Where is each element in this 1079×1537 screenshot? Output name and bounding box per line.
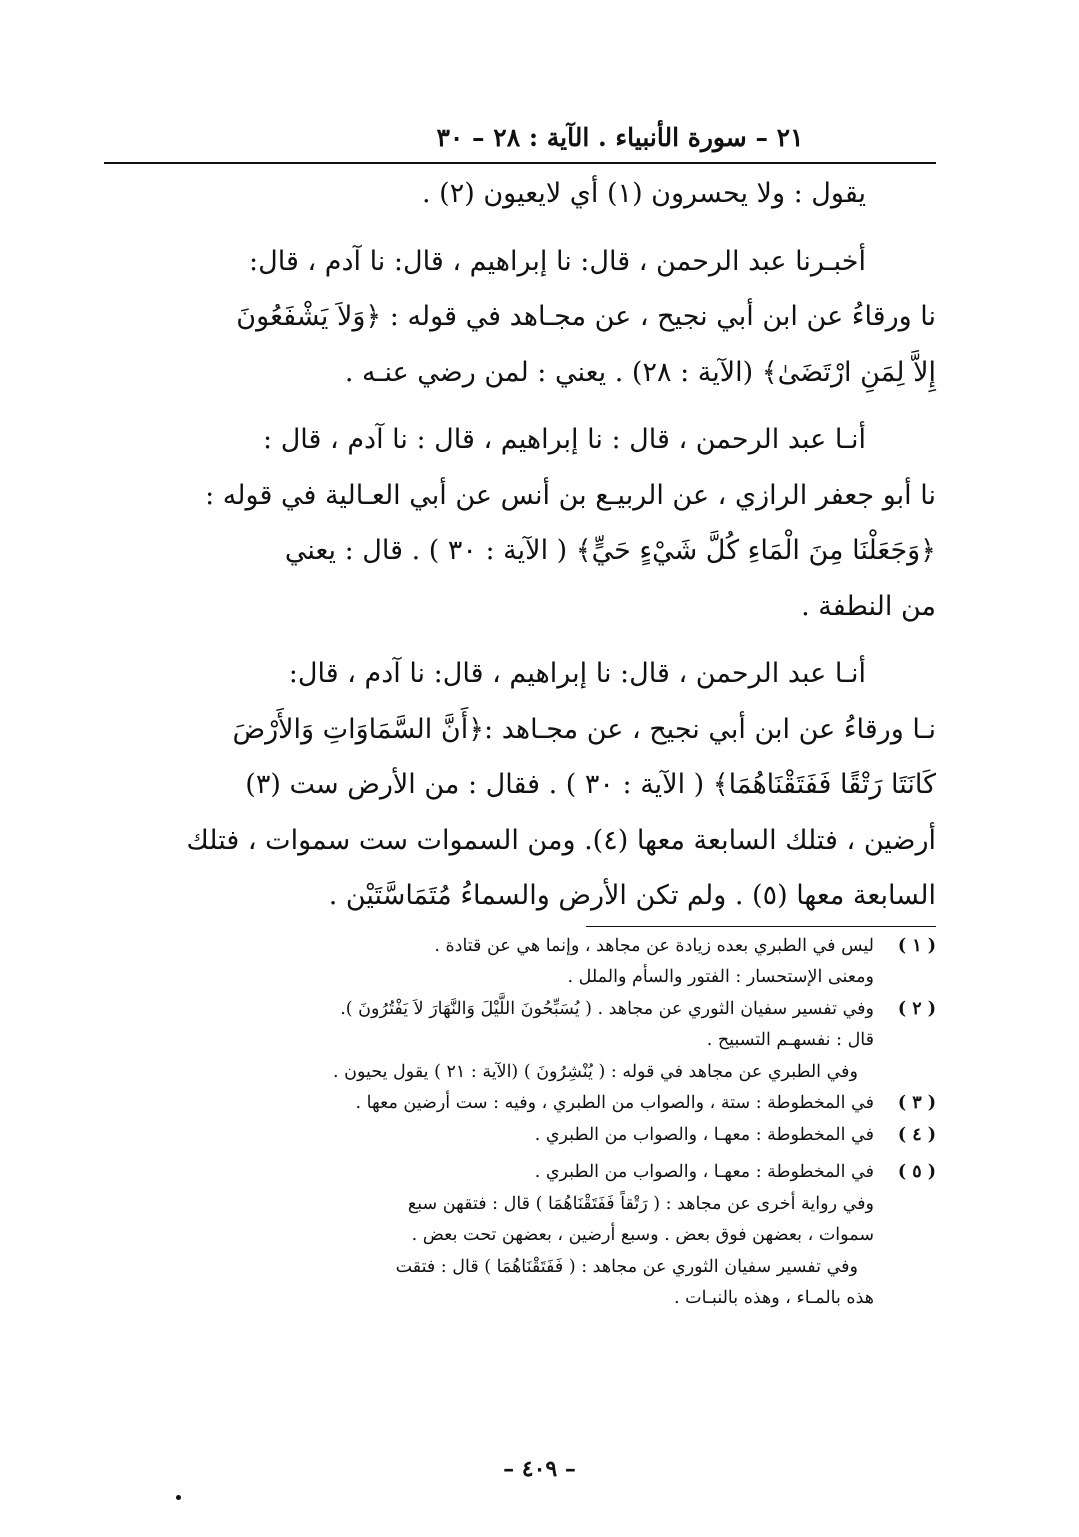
paragraph-2 bbox=[104, 234, 936, 401]
text-line: أنـا عبد الرحمن ، قال: نا إبراهيم ، قال: نا آدم ، قال: bbox=[288, 658, 866, 689]
text-line: نا أبو جعفر الرازي ، عن الربيـع بن أنس عن أبي العـالية في قوله : bbox=[205, 479, 936, 511]
footnote-line: ومعنى الإستحسار : الفتور والسأم والملل . bbox=[567, 967, 874, 987]
text-line: كَانَتَا رَتْقًا فَفَتَقْنَاهُمَا﴾ ( الآية : ٣٠ ) . فقال : من الأرض ست (٣) bbox=[245, 769, 936, 800]
text-line: أنـا عبد الرحمن ، قال : نا إبراهيم ، قال : نا آدم ، قال : bbox=[263, 424, 866, 455]
footnote-4 bbox=[104, 1120, 936, 1152]
footnote-3 bbox=[104, 1088, 936, 1120]
footnote-2 bbox=[104, 994, 936, 1089]
footnote-number: ( ٤ ) bbox=[897, 1124, 936, 1145]
page-number: – ٤٠٩ – bbox=[503, 1456, 576, 1482]
text-line: أخبـرنا عبد الرحمن ، قال: نا إبراهيم ، قال: نا آدم ، قال: bbox=[249, 245, 866, 277]
text-line: السابعة معها (٥) . ولم تكن الأرض والسماءُ مُتَمَاسَّتَيْن . bbox=[328, 880, 936, 911]
main-text bbox=[104, 166, 936, 924]
footnote-line: وفي تفسير سفيان الثوري عن مجاهد . ( يُسَبِّحُونَ اللَّيْلَ وَالنَّهَارَ لاَ يَفْتُرُونَ ). bbox=[340, 998, 874, 1019]
paragraph-1: يقول : ولا يحسرون (١) أي لايعيون (٢) . bbox=[422, 178, 866, 209]
running-header: ٢١ – سورة الأنبياء . الآية : ٢٨ – ٣٠ bbox=[436, 123, 804, 152]
text-line: نـا ورقاءُ عن ابن أبي نجيح ، عن مجـاهد :﴿أَنَّ السَّمَاوَاتِ وَالأَرْضَ bbox=[232, 713, 936, 745]
footnote-rule bbox=[586, 926, 936, 927]
footnote-line: وفي رواية أخرى عن مجاهد : ( رَتْقاً فَفَتَقْنَاهُمَا ) قال : فتقهن سبع bbox=[407, 1193, 874, 1214]
footnote-line: قال : نفسهـم التسبيح . bbox=[706, 1030, 874, 1050]
footnote-line: هذه بالمـاء ، وهذه بالنبـات . bbox=[673, 1288, 874, 1308]
footnote-line: سموات ، بعضهن فوق بعض . وسبع أرضين ، بعضهن تحت بعض . bbox=[411, 1225, 874, 1245]
footnote-line: في المخطوطة : معهـا ، والصواب من الطبري . bbox=[534, 1162, 874, 1182]
text-line: نا ورقاءُ عن ابن أبي نجيح ، عن مجـاهد في قوله : ﴿وَلاَ يَشْفَعُونَ bbox=[236, 301, 936, 332]
paragraph-3 bbox=[104, 412, 936, 634]
text-line: إِلاَّ لِمَنِ ارْتَضَىٰ﴾ (الآية : ٢٨) . يعني : لمن رضي عنـه . bbox=[344, 356, 936, 388]
footnotes bbox=[104, 931, 936, 1315]
text-line: أرضين ، فتلك السابعة معها (٤). ومن السموات ست سموات ، فتلك bbox=[186, 824, 936, 856]
header-rule bbox=[104, 162, 936, 164]
footnote-line: ليس في الطبري بعده زيادة عن مجاهد ، وإنما هي عن قتادة . bbox=[434, 935, 874, 956]
paragraph-4 bbox=[104, 646, 936, 924]
page-content bbox=[104, 118, 936, 1315]
footnote-1 bbox=[104, 931, 936, 994]
ink-dot bbox=[176, 1495, 181, 1500]
footnote-number: ( ٢ ) bbox=[897, 998, 936, 1019]
footnote-line: في المخطوطة : معهـا ، والصواب من الطبري . bbox=[534, 1124, 874, 1145]
footnote-line: وفي الطبري عن مجاهد في قوله : ( يُنْشِرُونَ ) (الآية : ٢١ ) يقول يحيون . bbox=[333, 1061, 858, 1082]
text-line: من النطفة . bbox=[801, 590, 936, 622]
footnote-line: وفي تفسير سفيان الثوري عن مجاهد : ( فَفَتَقْنَاهُمَا ) قال : فتقت bbox=[395, 1256, 858, 1277]
footnote-5-continuation bbox=[104, 1189, 936, 1315]
footnote-number: ( ١ ) bbox=[897, 935, 936, 956]
footnote-line: في المخطوطة : ستة ، والصواب من الطبري ، وفيه : ست أرضين معها . bbox=[355, 1093, 874, 1113]
footnote-number: ( ٥ ) bbox=[897, 1162, 936, 1182]
footnote-5 bbox=[104, 1157, 936, 1189]
text-line: ﴿وَجَعَلْنَا مِنَ الْمَاءِ كُلَّ شَيْءٍ حَيٍّ﴾ ( الآية : ٣٠ ) . قال : يعني bbox=[284, 535, 936, 566]
footnote-number: ( ٣ ) bbox=[897, 1093, 936, 1113]
